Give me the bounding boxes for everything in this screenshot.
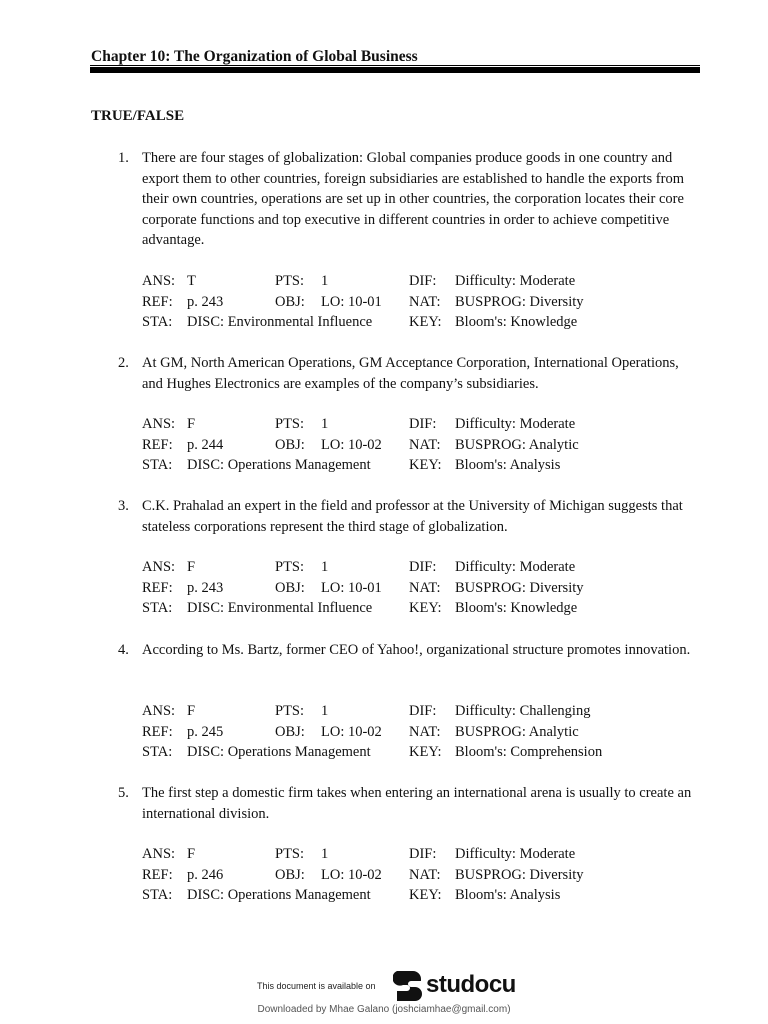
label-ans: ANS: (142, 559, 176, 575)
meta-row-sta (142, 312, 702, 333)
meta-row-ans (142, 844, 702, 865)
value-ans: F (187, 559, 196, 575)
label-key: KEY: (409, 887, 442, 903)
value-key: Bloom's: Analysis (455, 887, 561, 903)
label-pts: PTS: (275, 416, 305, 432)
question-text: According to Ms. Bartz, former CEO of Yahoo!, organizational structure promotes innovation. (142, 642, 691, 658)
value-ref: p. 243 (187, 293, 224, 310)
footer-available-text: This document is available on (257, 981, 376, 991)
value-ref: p. 244 (187, 436, 224, 453)
value-obj: LO: 10-02 (321, 723, 382, 740)
value-key: Bloom's: Knowledge (455, 314, 578, 330)
label-sta: STA: (142, 314, 173, 330)
value-sta: DISC: Operations Management (187, 887, 371, 903)
studocu-logo-icon (393, 969, 423, 1003)
label-key: KEY: (409, 600, 442, 616)
label-pts: PTS: (275, 559, 305, 575)
chapter-title: Chapter 10: The Organization of Global Business (91, 48, 418, 65)
value-nat: BUSPROG: Diversity (455, 293, 584, 310)
question-number: 1. (118, 150, 129, 166)
label-ref: REF: (142, 436, 173, 453)
value-obj: LO: 10-01 (321, 293, 382, 310)
label-obj: OBJ: (275, 293, 305, 310)
question-number: 5. (118, 785, 129, 801)
meta-row-sta (142, 455, 702, 476)
section-title: TRUE/FALSE (91, 108, 185, 124)
label-key: KEY: (409, 457, 442, 473)
value-nat: BUSPROG: Analytic (455, 436, 579, 453)
label-nat: NAT: (409, 293, 441, 310)
label-ref: REF: (142, 723, 173, 740)
label-ref: REF: (142, 293, 173, 310)
value-pts: 1 (321, 846, 329, 862)
question-meta (142, 414, 702, 476)
value-key: Bloom's: Analysis (455, 457, 561, 473)
value-obj: LO: 10-02 (321, 436, 382, 453)
label-dif: DIF: (409, 273, 437, 289)
value-ans: F (187, 846, 196, 862)
label-obj: OBJ: (275, 723, 305, 740)
label-obj: OBJ: (275, 866, 305, 883)
question-meta (142, 701, 702, 763)
value-ref: p. 243 (187, 579, 224, 596)
meta-row-ans (142, 557, 702, 578)
value-ref: p. 245 (187, 723, 224, 740)
meta-row-ref (142, 435, 702, 456)
value-pts: 1 (321, 416, 329, 432)
label-pts: PTS: (275, 703, 305, 719)
value-ans: F (187, 416, 196, 432)
value-obj: LO: 10-01 (321, 579, 382, 596)
value-nat: BUSPROG: Analytic (455, 723, 579, 740)
question-text: C.K. Prahalad an expert in the field and professor at the University of Michigan suggests that stateless corporations represent the third stage of globalization. (142, 498, 683, 535)
label-ans: ANS: (142, 703, 176, 719)
value-key: Bloom's: Knowledge (455, 600, 578, 616)
meta-row-ref (142, 578, 702, 599)
question-meta (142, 557, 702, 619)
question-text: There are four stages of globalization: Global companies produce goods in one country and export them to other countries, foreign subsidiaries are established to handle the exports from their own countries, operations are set up in other countries, the corporation locates their core corporate functions and top executive in different countries in order to achieve competitive advantage. (142, 150, 684, 248)
label-ref: REF: (142, 866, 173, 883)
label-ans: ANS: (142, 273, 176, 289)
label-obj: OBJ: (275, 436, 305, 453)
label-sta: STA: (142, 744, 173, 760)
label-nat: NAT: (409, 866, 441, 883)
value-sta: DISC: Environmental Influence (187, 600, 373, 616)
value-pts: 1 (321, 273, 329, 289)
value-sta: DISC: Operations Management (187, 457, 371, 473)
footer-downloaded-text: Downloaded by Mhae Galano (joshciamhae@gmail.com) (257, 1004, 511, 1015)
label-nat: NAT: (409, 579, 441, 596)
question-meta (142, 844, 702, 906)
value-sta: DISC: Environmental Influence (187, 314, 373, 330)
studocu-logo-text: studocu (426, 971, 516, 998)
meta-row-ref (142, 292, 702, 313)
question-number: 3. (118, 498, 129, 514)
label-dif: DIF: (409, 846, 437, 862)
value-dif: Difficulty: Moderate (455, 416, 576, 432)
label-pts: PTS: (275, 846, 305, 862)
studocu-logo[interactable] (393, 969, 515, 1003)
value-ans: T (187, 273, 196, 289)
meta-row-ref (142, 722, 702, 743)
value-dif: Difficulty: Moderate (455, 559, 576, 575)
question-text: At GM, North American Operations, GM Acceptance Corporation, International Operations, and Hughes Electronics are examples of the company’s subsidiaries. (142, 355, 679, 392)
meta-row-sta (142, 742, 702, 763)
value-ref: p. 246 (187, 866, 224, 883)
value-dif: Difficulty: Moderate (455, 846, 576, 862)
label-dif: DIF: (409, 703, 437, 719)
meta-row-ans (142, 701, 702, 722)
meta-row-sta (142, 598, 702, 619)
meta-row-sta (142, 885, 702, 906)
label-key: KEY: (409, 744, 442, 760)
label-nat: NAT: (409, 723, 441, 740)
title-rule-thick (90, 67, 700, 73)
label-dif: DIF: (409, 416, 437, 432)
label-key: KEY: (409, 314, 442, 330)
value-dif: Difficulty: Moderate (455, 273, 576, 289)
label-nat: NAT: (409, 436, 441, 453)
meta-row-ans (142, 271, 702, 292)
value-nat: BUSPROG: Diversity (455, 866, 584, 883)
question-text: The first step a domestic firm takes when entering an international arena is usually to create an international division. (142, 785, 692, 822)
value-key: Bloom's: Comprehension (455, 744, 603, 760)
value-pts: 1 (321, 703, 329, 719)
title-rule-thin (90, 65, 700, 66)
label-ans: ANS: (142, 416, 176, 432)
value-dif: Difficulty: Challenging (455, 703, 591, 719)
question-number: 4. (118, 642, 129, 658)
label-dif: DIF: (409, 559, 437, 575)
label-pts: PTS: (275, 273, 305, 289)
value-pts: 1 (321, 559, 329, 575)
meta-row-ans (142, 414, 702, 435)
value-sta: DISC: Operations Management (187, 744, 371, 760)
label-ref: REF: (142, 579, 173, 596)
value-ans: F (187, 703, 196, 719)
label-sta: STA: (142, 457, 173, 473)
label-obj: OBJ: (275, 579, 305, 596)
value-nat: BUSPROG: Diversity (455, 579, 584, 596)
value-obj: LO: 10-02 (321, 866, 382, 883)
question-meta (142, 271, 702, 333)
label-ans: ANS: (142, 846, 176, 862)
label-sta: STA: (142, 600, 173, 616)
meta-row-ref (142, 865, 702, 886)
label-sta: STA: (142, 887, 173, 903)
question-number: 2. (118, 355, 129, 371)
